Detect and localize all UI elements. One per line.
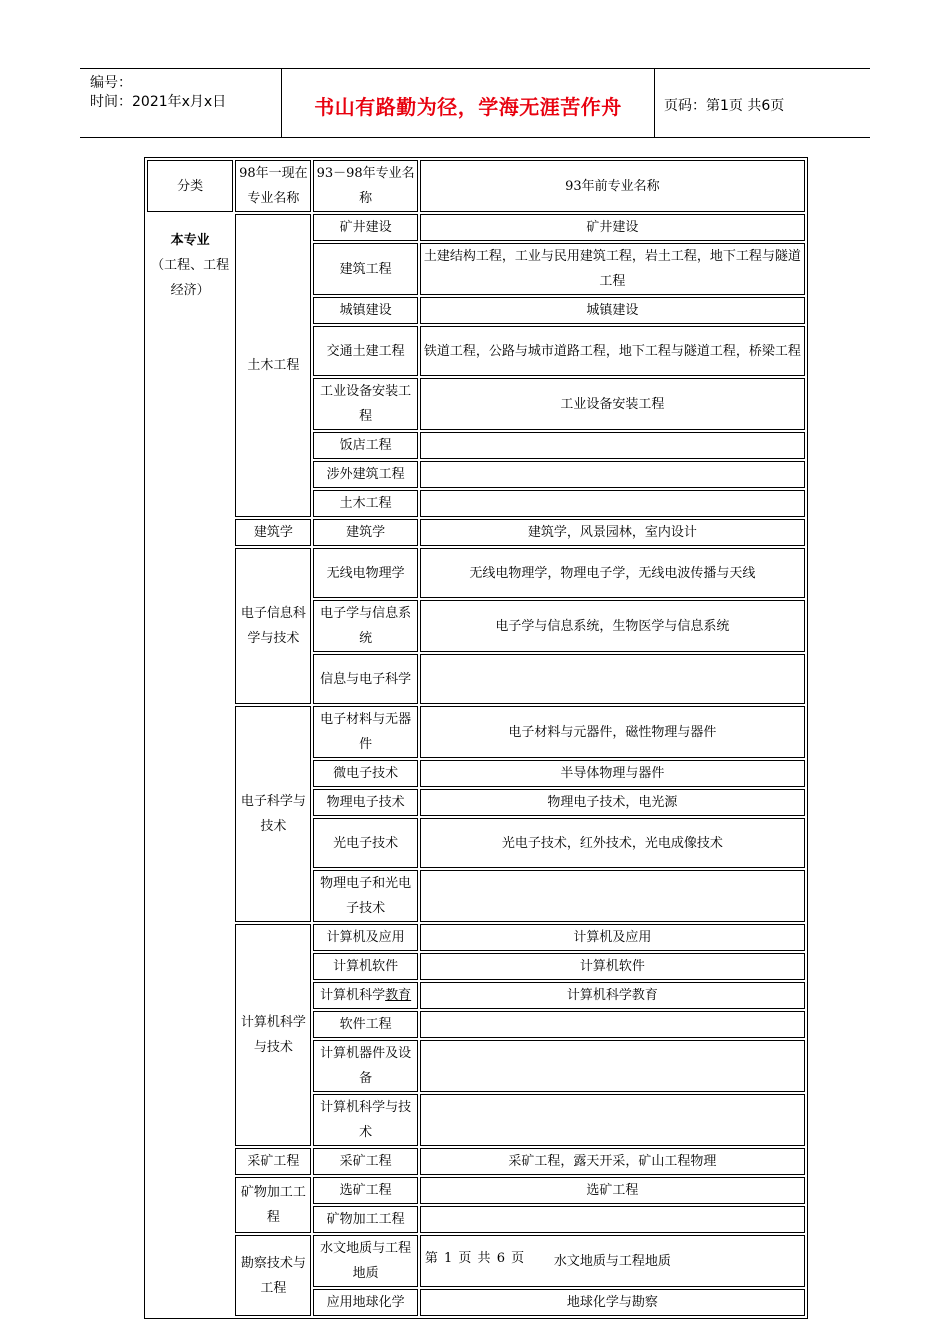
old-major-cell: 城镇建设 <box>420 297 805 324</box>
old-major-cell: 物理电子技术，电光源 <box>420 789 805 816</box>
old-major-cell: 工业设备安装工程 <box>420 378 805 430</box>
category-cell <box>147 214 233 1316</box>
mid-major-cell: 采矿工程 <box>313 1148 417 1175</box>
current-major-cell: 勘察技术与工程 <box>235 1235 311 1316</box>
mid-major-cell: 水文地质与工程地质 <box>313 1235 417 1287</box>
current-major-cell: 计算机科学与技术 <box>235 924 311 1146</box>
mid-major-cell: 光电子技术 <box>313 818 417 868</box>
mid-major-cell: 选矿工程 <box>313 1177 417 1204</box>
mid-major-cell: 交通土建工程 <box>313 326 417 376</box>
old-major-cell <box>420 432 805 459</box>
mid-major-cell: 矿井建设 <box>313 214 417 241</box>
header-motto-cell <box>282 69 655 137</box>
old-major-cell: 采矿工程，露天开采，矿山工程物理 <box>420 1148 805 1175</box>
old-major-cell: 半导体物理与器件 <box>420 760 805 787</box>
header-93-98-name: 93－98年专业名称 <box>313 160 417 212</box>
mid-major-cell: 计算机软件 <box>313 953 417 980</box>
old-major-cell: 计算机及应用 <box>420 924 805 951</box>
old-major-cell <box>420 870 805 922</box>
table-row <box>147 1148 805 1175</box>
page-info: 页码：第1页 共6页 <box>664 98 785 114</box>
header-category: 分类 <box>147 160 233 212</box>
category-title: 本专业 <box>170 233 210 248</box>
old-major-cell <box>420 1206 805 1233</box>
table-row <box>147 706 805 758</box>
old-major-cell <box>420 1094 805 1146</box>
mid-major-cell: 饭店工程 <box>313 432 417 459</box>
time-label: 时间：2021年x月x日 <box>90 94 227 110</box>
old-major-cell: 矿井建设 <box>420 214 805 241</box>
number-label: 编号： <box>90 75 132 91</box>
mid-major-cell: 电子材料与无器件 <box>313 706 417 758</box>
header-page-cell <box>655 69 870 137</box>
motto-text: 书山有路勤为径，学海无涯苦作舟 <box>314 95 622 119</box>
old-major-cell: 水文地质与工程地质 <box>420 1235 805 1287</box>
mid-major-cell: 城镇建设 <box>313 297 417 324</box>
old-major-cell: 土建结构工程，工业与民用建筑工程，岩土工程，地下工程与隧道工程 <box>420 243 805 295</box>
page-footer: 第 1 页 共 6 页 <box>424 1251 526 1266</box>
mid-major-cell: 计算机科学与技术 <box>313 1094 417 1146</box>
old-major-cell: 地球化学与勘察 <box>420 1289 805 1316</box>
mid-major-cell: 信息与电子科学 <box>313 654 417 704</box>
major-mapping-table <box>144 157 808 1319</box>
mid-major-cell: 土木工程 <box>313 490 417 517</box>
table-row <box>147 1177 805 1204</box>
mid-major-cell: 涉外建筑工程 <box>313 461 417 488</box>
old-major-cell: 计算机科学教育 <box>420 982 805 1009</box>
table-row <box>147 548 805 598</box>
mid-major-cell: 物理电子技术 <box>313 789 417 816</box>
old-major-cell: 铁道工程，公路与城市道路工程，地下工程与隧道工程，桥梁工程 <box>420 326 805 376</box>
header-pre-93-name: 93年前专业名称 <box>420 160 805 212</box>
mid-major-cell: 工业设备安装工程 <box>313 378 417 430</box>
table-row <box>147 214 805 241</box>
current-major-cell: 建筑学 <box>235 519 311 546</box>
mid-major-cell: 建筑工程 <box>313 243 417 295</box>
table-body <box>147 160 805 1316</box>
old-major-cell: 选矿工程 <box>420 1177 805 1204</box>
mid-major-cell: 微电子技术 <box>313 760 417 787</box>
current-major-cell: 土木工程 <box>235 214 311 517</box>
old-major-cell <box>420 1011 805 1038</box>
old-major-cell: 建筑学，风景园林，室内设计 <box>420 519 805 546</box>
mid-major-cell: 矿物加工工程 <box>313 1206 417 1233</box>
old-major-cell: 电子学与信息系统，生物医学与信息系统 <box>420 600 805 652</box>
table-row <box>147 519 805 546</box>
mid-major-cell: 计算机器件及设备 <box>313 1040 417 1092</box>
old-major-cell <box>420 490 805 517</box>
current-major-cell: 矿物加工工程 <box>235 1177 311 1233</box>
mid-major-cell: 电子学与信息系统 <box>313 600 417 652</box>
mid-major-cell: 建筑学 <box>313 519 417 546</box>
header-info-cell <box>80 69 282 137</box>
mid-major-cell: 应用地球化学 <box>313 1289 417 1316</box>
old-major-cell <box>420 461 805 488</box>
mid-major-cell: 软件工程 <box>313 1011 417 1038</box>
current-major-cell: 电子信息科学与技术 <box>235 548 311 704</box>
old-major-cell <box>420 1040 805 1092</box>
underlined-text: 教育 <box>385 988 412 1003</box>
table-row <box>147 924 805 951</box>
mid-major-cell: 物理电子和光电子技术 <box>313 870 417 922</box>
current-major-cell: 电子科学与技术 <box>235 706 311 922</box>
mid-major-text: 计算机科学教育 <box>320 988 412 1003</box>
header-current-name: 98年一现在专业名称 <box>235 160 311 212</box>
table-header-row <box>147 160 805 212</box>
mid-major-cell <box>313 982 417 1009</box>
mid-major-cell: 无线电物理学 <box>313 548 417 598</box>
old-major-cell: 无线电物理学，物理电子学，无线电波传播与天线 <box>420 548 805 598</box>
category-subtitle: （工程、工程经济） <box>151 258 230 298</box>
old-major-cell: 光电子技术，红外技术，光电成像技术 <box>420 818 805 868</box>
page-header <box>80 68 870 138</box>
old-major-cell: 计算机软件 <box>420 953 805 980</box>
old-major-cell <box>420 654 805 704</box>
mid-major-cell: 计算机及应用 <box>313 924 417 951</box>
old-major-cell: 电子材料与元器件，磁性物理与器件 <box>420 706 805 758</box>
current-major-cell: 采矿工程 <box>235 1148 311 1175</box>
